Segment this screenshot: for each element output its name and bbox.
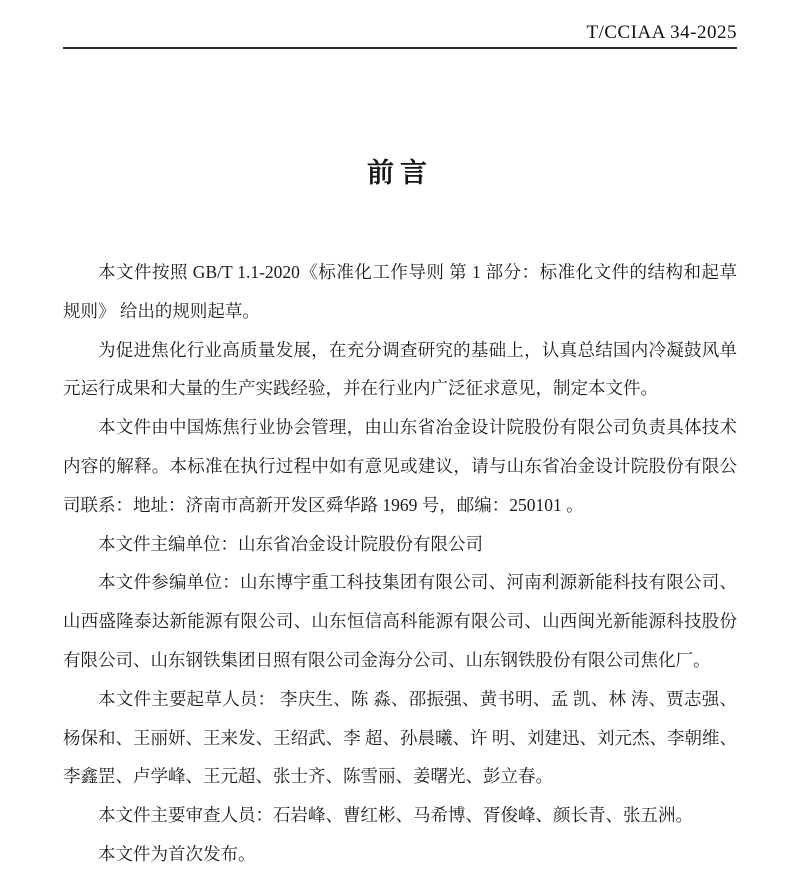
document-body — [63, 155, 737, 870]
paragraph-drafting-rules: 本文件按照 GB/T 1.1-2020《标准化工作导则 第 1 部分：标准化文件的结构和起草规则》 给出的规则起草。 — [63, 262, 737, 321]
document-code: T/CCIAA 34-2025 — [586, 22, 737, 43]
paragraph-reviewers: 本文件主要审查人员：石岩峰、曹红彬、马希博、胥俊峰、颜长青、张五洲。 — [98, 805, 693, 826]
page-header — [0, 0, 800, 44]
paragraph-chief-editor-unit: 本文件主编单位：山东省冶金设计院股份有限公司 — [98, 533, 483, 554]
paragraph-management-contact: 本文件由中国炼焦行业协会管理，由山东省冶金设计院股份有限公司负责具体技术内容的解释。本标准在执行过程中如有意见或建议，请与山东省冶金设计院股份有限公司联系：地址：济南市高新开发区舜华路 1969 号，邮编：250101 。 — [63, 417, 737, 515]
document-title: 前言 — [367, 158, 433, 188]
paragraph-first-release: 本文件为首次发布。 — [98, 843, 256, 864]
paragraph-participating-units: 本文件参编单位：山东博宇重工科技集团有限公司、河南利源新能科技有限公司、山西盛隆泰达新能源有限公司、山东恒信高科能源有限公司、山西闽光新能源科技股份有限公司、山东钢铁集团日照有限公司金海分公司、山东钢铁股份有限公司焦化厂。 — [63, 572, 737, 670]
paragraph-drafters: 本文件主要起草人员： 李庆生、陈 淼、邵振强、黄书明、孟 凯、林 涛、贾志强、杨保和、王丽妍、王来发、王绍武、李 超、孙晨曦、许 明、刘建迅、刘元杰、李朝维、李鑫罡、卢学峰、王元超、张士齐、陈雪丽、姜曙光、彭立春。 — [63, 688, 737, 787]
paragraph-purpose: 为促进焦化行业高质量发展，在充分调查研究的基础上，认真总结国内冷凝鼓风单元运行成果和大量的生产实践经验，并在行业内广泛征求意见，制定本文件。 — [63, 339, 737, 399]
header-rule — [63, 47, 737, 49]
